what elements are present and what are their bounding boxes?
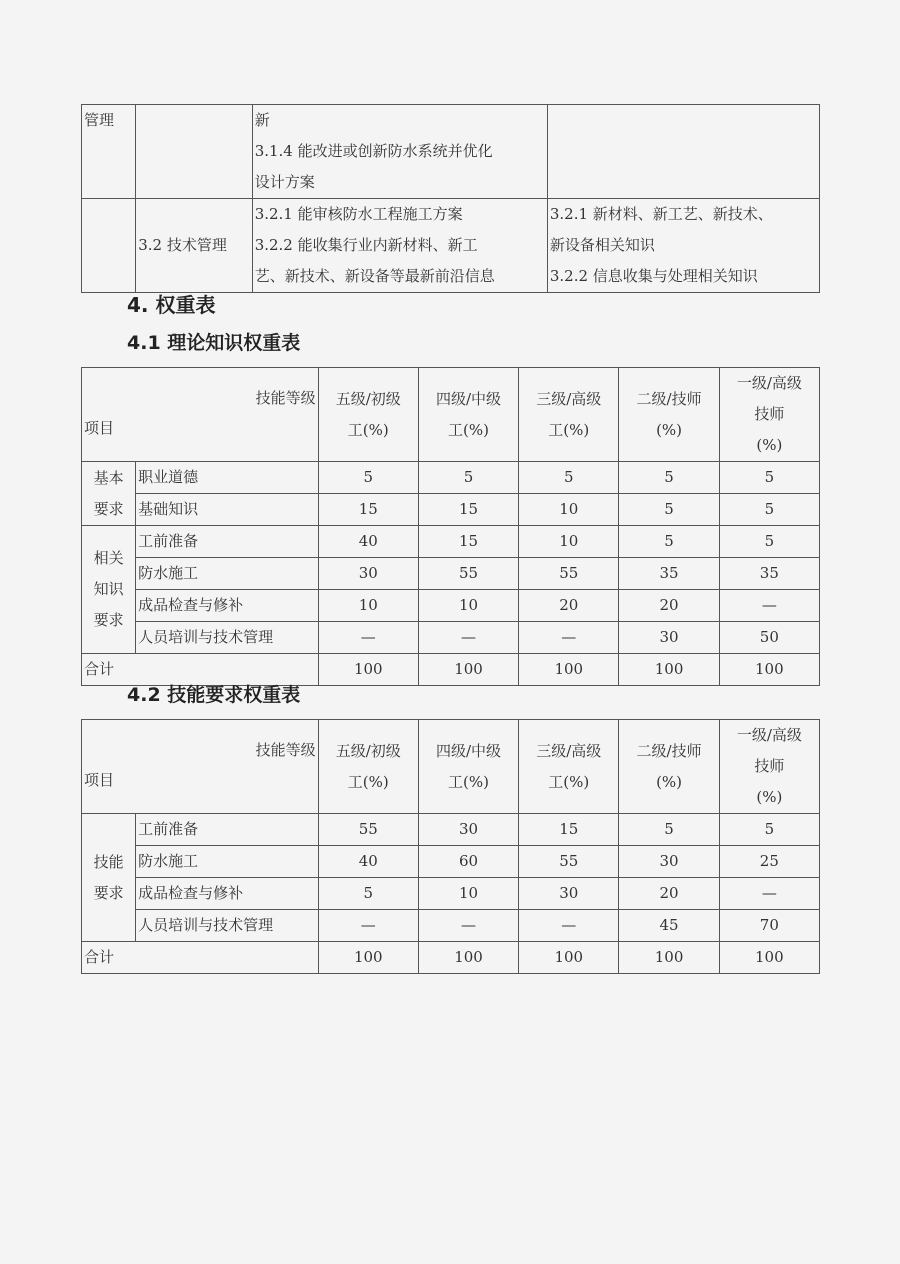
total-cell: 100: [418, 654, 518, 686]
row-label: 工前准备: [136, 526, 318, 558]
value-cell: 25: [719, 846, 819, 878]
total-cell: 100: [318, 654, 418, 686]
item-label: 项目: [84, 770, 115, 789]
skill-content-table-continued: [81, 104, 820, 293]
value-cell: 35: [719, 558, 819, 590]
row-label: 职业道德: [136, 462, 318, 494]
value-cell: 10: [318, 590, 418, 622]
value-cell: 15: [418, 526, 518, 558]
value-cell: —: [418, 910, 518, 942]
row-label: 防水施工: [136, 558, 318, 590]
row-label: 成品检查与修补: [136, 590, 318, 622]
value-cell: 40: [318, 846, 418, 878]
value-cell: 5: [318, 878, 418, 910]
skill-requirement-cell: 3.2.1 能审核防水工程施工方案 3.2.2 能收集行业内新材料、新工 艺、新技术、新设备等最新前沿信息: [252, 199, 547, 293]
value-cell: 5: [719, 462, 819, 494]
level-header: 一级/高级 技师 (%): [719, 720, 819, 814]
value-cell: 5: [619, 814, 719, 846]
value-cell: 5: [619, 494, 719, 526]
total-cell: 100: [719, 654, 819, 686]
row-label: 防水施工: [136, 846, 318, 878]
total-label: 合计: [82, 654, 319, 686]
value-cell: 30: [519, 878, 619, 910]
value-cell: —: [519, 910, 619, 942]
empty-cell: [547, 105, 819, 199]
value-cell: —: [418, 622, 518, 654]
total-cell: 100: [619, 942, 719, 974]
section-heading-weight: 4. 权重表: [127, 293, 216, 317]
level-header: 一级/高级 技师 (%): [719, 368, 819, 462]
value-cell: 55: [519, 846, 619, 878]
section-heading-theory: 4.1 理论知识权重表: [127, 332, 301, 354]
level-header: 四级/中级 工(%): [418, 720, 518, 814]
value-cell: 5: [619, 462, 719, 494]
skill-level-label: 技能等级: [255, 388, 316, 407]
value-cell: 60: [418, 846, 518, 878]
row-label: 成品检查与修补: [136, 878, 318, 910]
value-cell: 5: [418, 462, 518, 494]
total-cell: 100: [418, 942, 518, 974]
value-cell: 50: [719, 622, 819, 654]
value-cell: 20: [619, 590, 719, 622]
value-cell: 10: [519, 526, 619, 558]
value-cell: 35: [619, 558, 719, 590]
value-cell: 5: [719, 526, 819, 558]
value-cell: 30: [619, 846, 719, 878]
header-corner-cell: [82, 368, 319, 462]
related-knowledge-cell: 3.2.1 新材料、新工艺、新技术、 新设备相关知识 3.2.2 信息收集与处理相关知识: [547, 199, 819, 293]
value-cell: 55: [418, 558, 518, 590]
value-cell: 15: [418, 494, 518, 526]
total-cell: 100: [318, 942, 418, 974]
group-label: 相关 知识 要求: [82, 526, 136, 654]
item-label: 项目: [84, 418, 115, 437]
level-header: 三级/高级 工(%): [519, 720, 619, 814]
value-cell: —: [318, 622, 418, 654]
value-cell: 5: [318, 462, 418, 494]
value-cell: 5: [719, 494, 819, 526]
theory-weight-table: [81, 367, 820, 686]
value-cell: 5: [619, 526, 719, 558]
value-cell: 10: [519, 494, 619, 526]
value-cell: —: [519, 622, 619, 654]
total-cell: 100: [719, 942, 819, 974]
row-label: 人员培训与技术管理: [136, 910, 318, 942]
group-label: 技能 要求: [82, 814, 136, 942]
total-cell: 100: [519, 654, 619, 686]
work-content-cell: 3.2 技术管理: [136, 199, 252, 293]
level-header: 二级/技师 (%): [619, 720, 719, 814]
value-cell: 5: [719, 814, 819, 846]
skill-weight-table: [81, 719, 820, 974]
row-label: 人员培训与技术管理: [136, 622, 318, 654]
total-cell: 100: [519, 942, 619, 974]
value-cell: 20: [519, 590, 619, 622]
level-header: 三级/高级 工(%): [519, 368, 619, 462]
value-cell: 30: [619, 622, 719, 654]
value-cell: —: [719, 590, 819, 622]
level-header: 四级/中级 工(%): [418, 368, 518, 462]
value-cell: 30: [318, 558, 418, 590]
value-cell: —: [318, 910, 418, 942]
skill-level-label: 技能等级: [255, 740, 316, 759]
value-cell: 15: [318, 494, 418, 526]
value-cell: —: [719, 878, 819, 910]
total-cell: 100: [619, 654, 719, 686]
value-cell: 10: [418, 590, 518, 622]
value-cell: 55: [519, 558, 619, 590]
empty-cell: [136, 105, 252, 199]
section-heading-skill: 4.2 技能要求权重表: [127, 684, 301, 706]
group-label: 基本 要求: [82, 462, 136, 526]
skill-requirement-cell: 新 3.1.4 能改进或创新防水系统并优化 设计方案: [252, 105, 547, 199]
value-cell: 40: [318, 526, 418, 558]
value-cell: 20: [619, 878, 719, 910]
value-cell: 30: [418, 814, 518, 846]
value-cell: 10: [418, 878, 518, 910]
row-label: 基础知识: [136, 494, 318, 526]
category-cell: 管理: [82, 105, 136, 199]
total-label: 合计: [82, 942, 319, 974]
value-cell: 70: [719, 910, 819, 942]
empty-cell: [82, 199, 136, 293]
level-header: 二级/技师 (%): [619, 368, 719, 462]
level-header: 五级/初级 工(%): [318, 368, 418, 462]
value-cell: 55: [318, 814, 418, 846]
value-cell: 5: [519, 462, 619, 494]
row-label: 工前准备: [136, 814, 318, 846]
level-header: 五级/初级 工(%): [318, 720, 418, 814]
value-cell: 15: [519, 814, 619, 846]
header-corner-cell: [82, 720, 319, 814]
value-cell: 45: [619, 910, 719, 942]
